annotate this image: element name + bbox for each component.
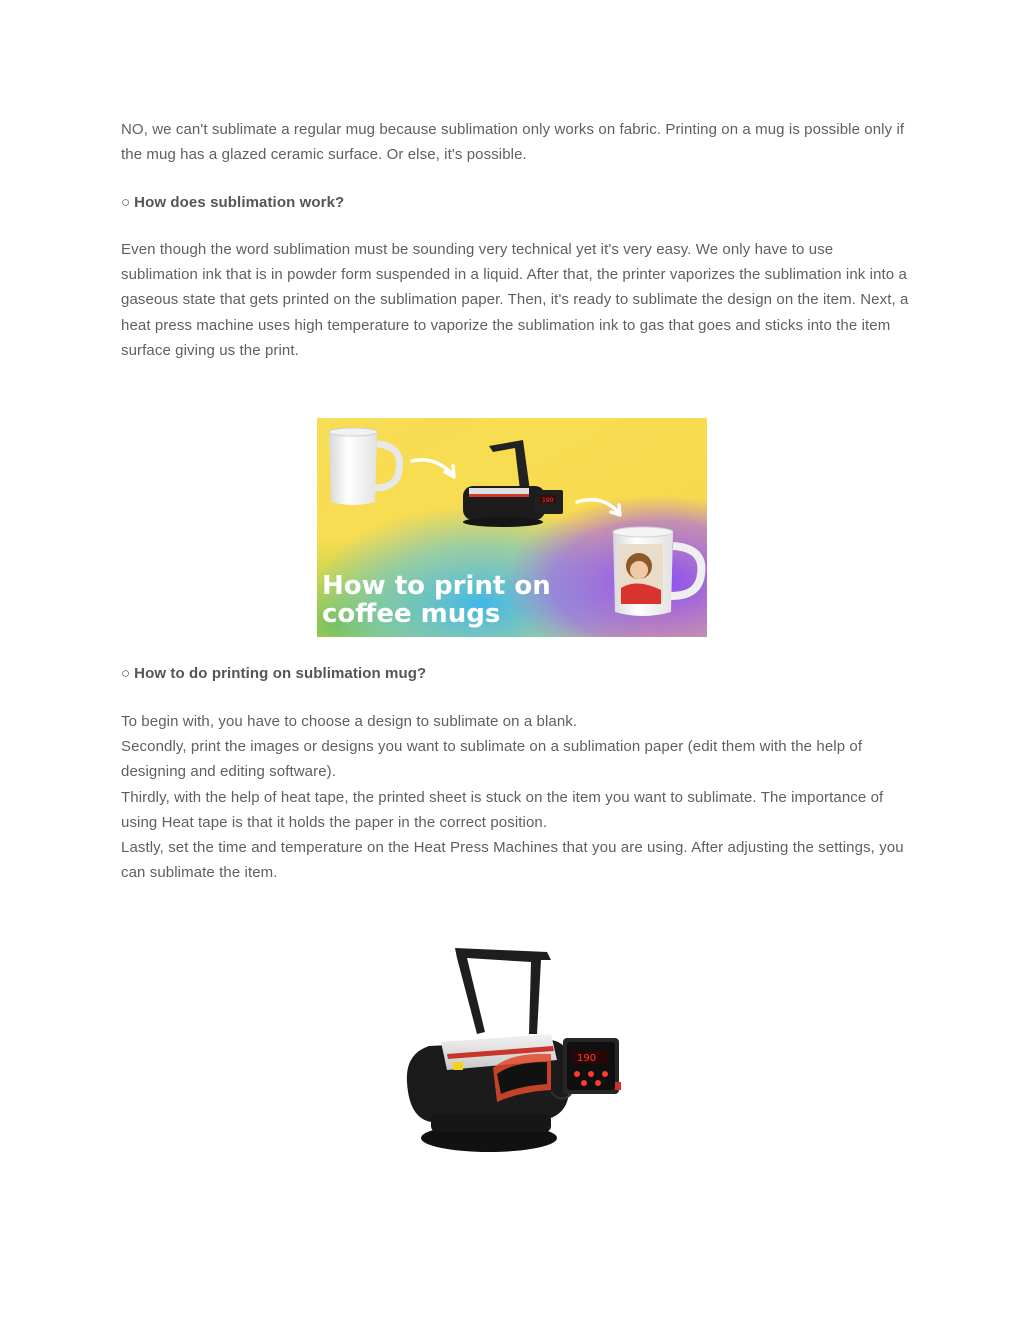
banner-title-line1: How to print on (322, 571, 551, 602)
section-heading-how-sublimation-works (121, 190, 911, 215)
step-4: Lastly, set the time and temperature on the Heat Press Machines that you are using. After adjusting the settings, you can sublimate the item. (121, 839, 904, 882)
section-heading-how-to-print-mug (121, 661, 911, 686)
bullet-circle-icon: ○ (121, 665, 131, 683)
step-3: Thirdly, with the help of heat tape, the printed sheet is stuck on the item you want to sublimate. The importance of using Heat tape is that it holds the paper in the correct position. (121, 788, 884, 831)
section-heading-text: How to do printing on sublimation mug? (134, 665, 427, 683)
press-display-small-text: 190 (542, 497, 554, 505)
section-heading-text: How does sublimation work? (134, 193, 345, 211)
press-display-text: 190 (577, 1052, 597, 1064)
printing-steps-list (121, 709, 911, 886)
heat-press-machine-image (401, 942, 631, 1167)
article-content (121, 117, 911, 1167)
banner-title-line2: coffee mugs (322, 599, 501, 630)
step-2: Secondly, print the images or designs you want to sublimate on a sublimation paper (edit them with the help of designing and editing software). (121, 737, 863, 781)
intro-paragraph: NO, we can't sublimate a regular mug because sublimation only works on fabric. Printing on a mug is possible only if the mug has a glazed ceramic surface. Or else, it's possible. (121, 121, 905, 164)
how-to-print-mugs-banner-image (317, 418, 707, 637)
step-1: To begin with, you have to choose a design to sublimate on a blank. (121, 712, 578, 730)
bullet-circle-icon: ○ (121, 193, 131, 211)
sublimation-explanation-paragraph: Even though the word sublimation must be sounding very technical yet it's very easy. We only have to use sublimation ink that is in powder form suspended in a liquid. After that, the printer vaporizes the sublimation ink into a gaseous state that gets printed on the sublimation paper. Then, it's ready to sublimate the design on the item. Next, a heat press machine uses high temperature to vaporize the sublimation ink to gas that goes and sticks into the item surface giving us the print. (121, 240, 909, 360)
